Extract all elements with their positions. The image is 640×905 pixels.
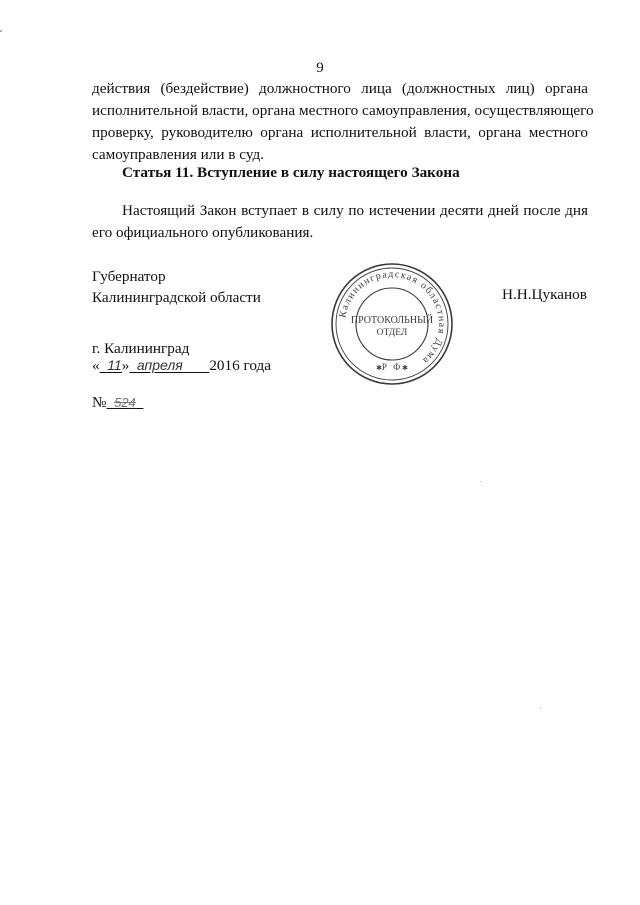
date-open-quote: « xyxy=(92,357,100,374)
paragraph-line: проверку, руководителю органа исполнительной власти, органа местного xyxy=(92,124,588,141)
continuation-paragraph xyxy=(92,78,594,166)
article-paragraph xyxy=(92,200,588,244)
number-sign: № xyxy=(92,394,107,411)
signing-place: г. Калининград xyxy=(92,340,190,357)
stamp-star-icon: ✱ xyxy=(402,364,408,372)
paragraph-line: Настоящий Закон вступает в силу по истечении десяти дней после дня xyxy=(122,202,588,219)
page-number: 9 xyxy=(316,60,324,76)
signatory-name: Н.Н.Цуканов xyxy=(502,286,587,303)
article-heading: Статья 11. Вступление в силу настоящего Закона xyxy=(122,164,460,181)
scan-speck xyxy=(480,481,481,482)
paragraph-line: его официального опубликования. xyxy=(92,224,314,241)
stamp-center-line1: ПРОТОКОЛЬНЫЙ xyxy=(350,315,434,326)
date-day: 11 xyxy=(107,357,122,373)
stamp-bottom-text: Р Ф xyxy=(381,362,403,372)
scan-speck xyxy=(540,707,541,708)
number-value: 524 xyxy=(114,395,136,410)
date-close-quote: » xyxy=(121,357,130,374)
official-stamp xyxy=(330,262,454,386)
paragraph-line: действия (бездействие) должностного лица (должностных лиц) органа xyxy=(92,80,588,97)
signing-date xyxy=(92,357,271,375)
scan-speck xyxy=(0,30,2,32)
paragraph-line: исполнительной власти, органа местного самоуправления, осуществляющего xyxy=(92,102,594,119)
stamp-center-line2: ОТДЕЛ xyxy=(376,328,408,338)
document-number xyxy=(92,394,143,412)
paragraph-line: самоуправления или в суд. xyxy=(92,146,264,163)
signatory-title: Губернатор xyxy=(92,268,166,285)
stamp-ring-text: Калининградская областная Дума xyxy=(337,268,448,367)
date-year: 2016 года xyxy=(209,357,271,374)
stamp-star-icon: ✱ xyxy=(376,364,382,372)
date-month: апреля xyxy=(136,357,183,373)
signatory-region: Калининградской области xyxy=(92,289,261,306)
